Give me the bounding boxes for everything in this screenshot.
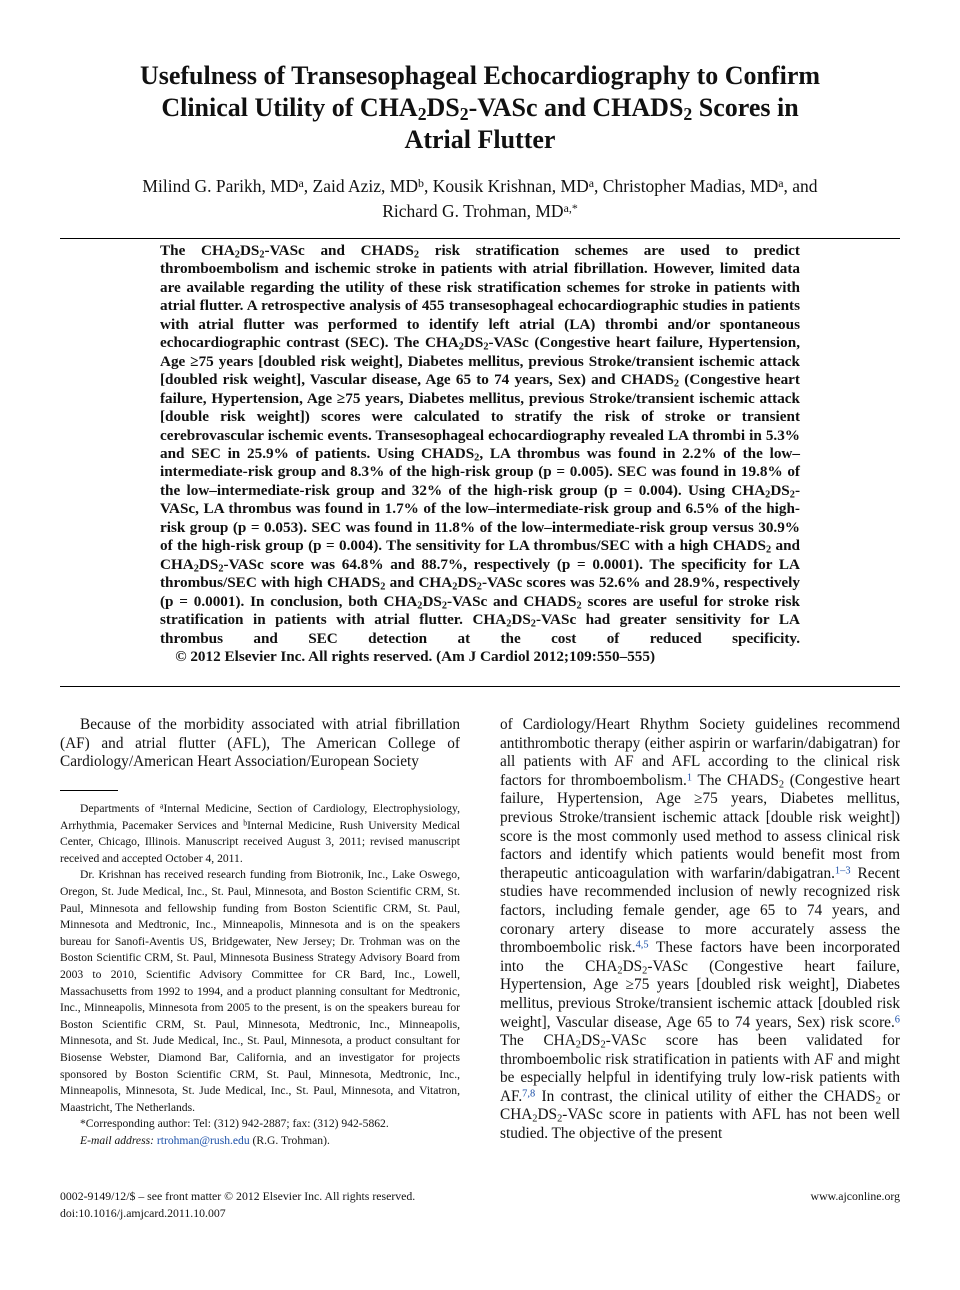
- title-line-3: Atrial Flutter: [404, 125, 556, 154]
- title-line-2: Clinical Utility of $CHA_2DS_2$-VASc and $CHADS_2$ Scores in: [161, 93, 799, 124]
- article-title: [60, 60, 900, 156]
- author-line-1: Milind G. Parikh, $MD^a$, Zaid Aziz, $MD^b$, Kousik Krishnan, $MD^a$, Christopher Madias, $MD^a$, and: [142, 176, 818, 196]
- body-left-column: [60, 716, 460, 772]
- email-link[interactable]: rtrohman@rush.edu: [156, 1133, 250, 1147]
- issn-line: 0002-9149/12/$ – see front matter © 2012 Elsevier Inc. All rights reserved.: [60, 1189, 416, 1203]
- doi-line: doi:10.1016/j.amjcard.2011.10.007: [60, 1206, 226, 1220]
- footnotes: [60, 801, 460, 1149]
- journal-website: www.ajconline.org: [810, 1189, 900, 1203]
- reference-link[interactable]: 1–3: [834, 865, 851, 877]
- reference-link[interactable]: 4,5: [635, 939, 649, 951]
- author-line-2: Richard G. Trohman, $MD^{a,*}$: [382, 201, 578, 221]
- author-list: [60, 174, 900, 224]
- reference-link[interactable]: 6: [894, 1014, 900, 1026]
- body-paragraph: Because of the morbidity associated with atrial fibrillation (AF) and atrial flutter (AFL), The American College of Cardiology/American Heart Association/European Society: [60, 716, 460, 771]
- footnote-corresponding-author: *Corresponding author: Tel: (312) 942-2887; fax: (312) 942-5862.: [80, 1117, 389, 1131]
- footer-publication-info: [60, 1188, 540, 1222]
- footnote-affiliations: Departments of $^a$Internal Medicine, Section of Cardiology, Electrophysiology, Arrhythmia, Pacemaker Services and $^b$Internal Medicine, Rush University Medical Center, Chicago, Illinois. Manuscript received August 3, 2011; revised manuscript received and accepted October 4, 2011.: [60, 801, 461, 865]
- reference-link[interactable]: 7,8: [522, 1088, 536, 1100]
- abstract: The $CHA_2DS_2$-VASc and $CHADS_2$ risk stratification schemes are used to predict thromboembolism and ischemic stroke in patients with atrial fibrillation. However, limited data are available regarding the utility of these risk stratification schemes for stroke in patients with atrial flutter. A retrospective analysis of 455 transesophageal echocardiographic studies in patients with atrial flutter was performed to identify left atrial (LA) thrombi and/or spontaneous echocardiographic contrast (SEC). The $CHA_2DS_2$-VASc (Congestive heart failure, Hypertension, Age ≥75 years [doubled risk weight], Diabetes mellitus, previous Stroke/transient ischemic attack [doubled risk weight], Vascular disease, Age 65 to 74 years, Sex) and $CHADS_2$ (Congestive heart failure, Hypertension, Age ≥75 years, Diabetes mellitus, previous Stroke/transient ischemic attack [double risk weight]) scores were calculated to stratify the risk of stroke or transient cerebrovascular ischemic events. Transesophageal echocardiography revealed LA thrombi in 5.3% and SEC in 25.9% of patients. Using $CHADS_2$, LA thrombus was found in 2.2% of the low–intermediate-risk group and 8.3% of the high-risk group (p = 0.005). SEC was found in 19.8% of the low–intermediate-risk group and 32% of the high-risk group (p = 0.004). Using $CHA_2DS_2$-VASc, LA thrombus was found in 1.7% of the low–intermediate-risk group and 6.5% of the high-risk group (p = 0.053). SEC was found in 11.8% of the low–intermediate-risk group versus 30.9% of the high-risk group (p = 0.004). The sensitivity for LA thrombus/SEC with a high $CHADS_2$ and $CHA_2DS_2$-VASc score was 64.8% and 88.7%, respectively (p = 0.0001). The specificity for LA thrombus/SEC with high $CHADS_2$ and $CHA_2DS_2$-VASc scores was 52.6% and 28.9%, respectively (p = 0.0001). In conclusion, both $CHA_2DS_2$-VASc and $CHADS_2$ scores are useful for stroke risk stratification in patients with atrial flutter. $CHA_2DS_2$-VASc had greater sensitivity for LA thrombus and SEC detection at the cost of reduced specificity. © 2012 Elsevier Inc. All rights reserved. (Am J Cardiol 2012;109:550–555): [160, 242, 800, 665]
- abstract-bottom-rule: [60, 686, 900, 687]
- abstract-top-rule: [60, 238, 900, 239]
- footnote-rule: [60, 790, 118, 791]
- body-right-column: [500, 716, 900, 1144]
- footnote-email: E-mail address: rtrohman@rush.edu (R.G. Trohman).: [80, 1133, 330, 1147]
- footnote-disclosures: Dr. Krishnan has received research funding from Biotronik, Inc., Lake Oswego, Oregon, St. Jude Medical, Inc., St. Paul, Minnesota, and Boston Scientific CRM, St. Paul, Minnesota and fellowship funding from Boston Scientific CRM, St. Paul, Minnesota and Medtronic, Inc., Minneapolis, Minnesota and is on the speakers bureau for Sanofi-Aventis US, Bridgewater, New Jersey; Dr. Trohman was on the Boston Scientific CRM, St. Paul, Minnesota Business Strategy Advisory Board from 2003 to 2010, Scientific Advisory Committee for CR Bard, Inc., Lowell, Massachusetts from 1992 to 1994, and a product planning consultant for Medtronic, Inc., Minneapolis, Minnesota from 2005 to the present, is on the speakers bureau for Boston Scientific CRM, St. Paul, Minnesota, Medtronic, Inc., Minneapolis, Minnesota, and St. Jude Medical, Inc., St. Paul, Minnesota, a product consultant for Biosense Webster, Diamond Bar, California, and an investigator for projects sponsored by Boston Scientific CRM, St. Paul, Minnesota, Medtronic, Inc., Minneapolis, Minnesota, St. Jude Medical, Inc., St. Paul, Minnesota, and Vitatron, Maastricht, The Netherlands.: [60, 868, 460, 1114]
- title-line-1: Usefulness of Transesophageal Echocardiography to Confirm: [139, 61, 821, 90]
- body-paragraph-continued: of Cardiology/Heart Rhythm Society guidelines recommend antithrombotic therapy (either aspirin or warfarin/dabigatran) for all patients with AF and AFL according to the clinical risk factors for thromboembolism.$^1$ The $CHADS_2$ (Congestive heart failure, Hypertension, Age ≥75 years, Diabetes mellitus, previous Stroke/transient ischemic attack [double risk weight]) score is the most commonly used method to assess clinical risk factors and identify which patients would benefit most from therapeutic anticoagulation with warfarin/dabigatran.$^{1-3}$ Recent studies have recommended inclusion of newly recognized risk factors, including female gender, age 65 to 74 years, and coronary artery disease to more accurately assess the thromboembolic risk.$^{4,5}$ These factors have been incorporated into the $CHA_2DS_2$-VASc (Congestive heart failure, Hypertension, Age ≥75 years [doubled risk weight], Diabetes mellitus, previous Stroke/transient ischemic attack [doubled risk weight], Vascular disease, Age 65 to 74 years, Sex) risk score.$^6$ The $CHA_2DS_2$-VASc score has been validated for thromboembolic risk stratification in patients with AF and might be especially helpful in identifying truly low-risk patients with AF.$^{7,8}$ In contrast, the clinical utility of either the $CHADS_2$ or $CHA_2DS_2$-VASc score in patients with AFL has not been well studied. The objective of the present: [500, 716, 901, 1143]
- reference-link[interactable]: 1: [686, 772, 693, 784]
